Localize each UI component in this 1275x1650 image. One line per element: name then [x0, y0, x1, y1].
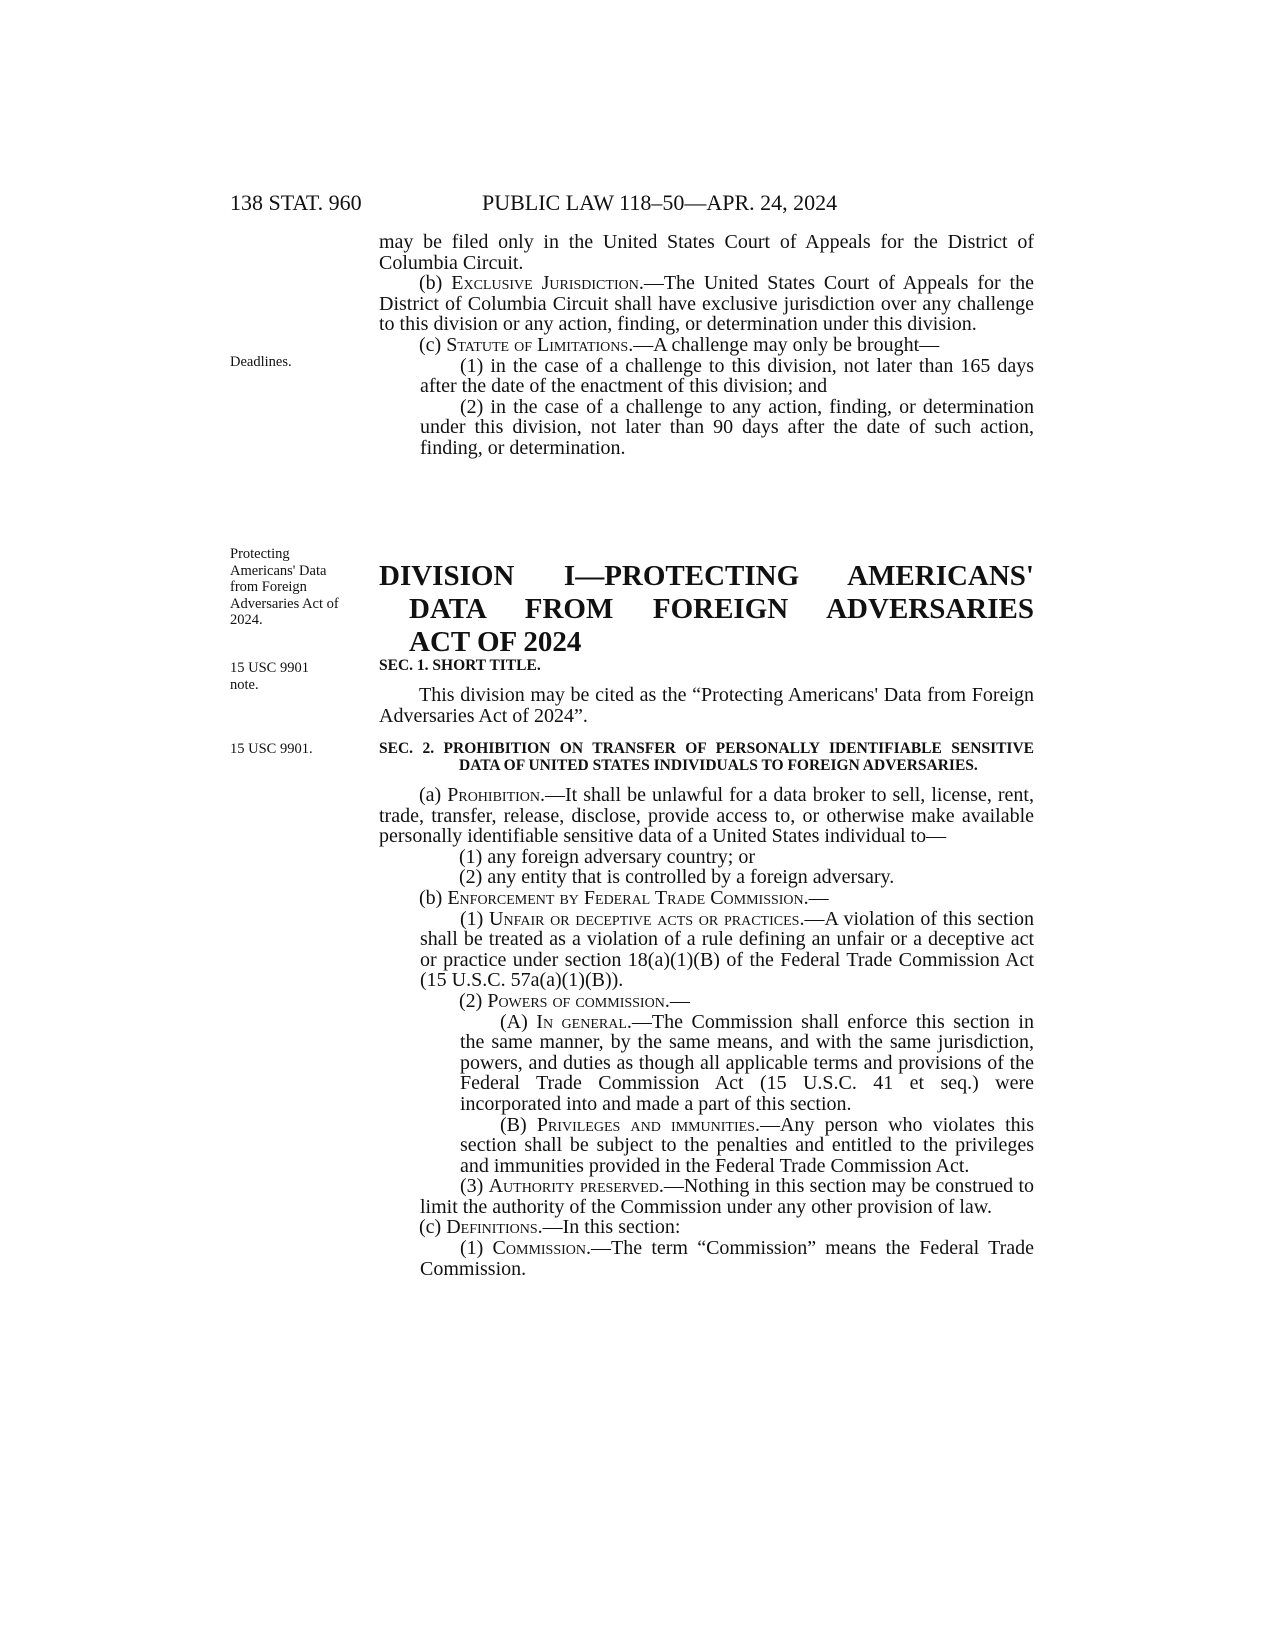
paragraph-text: .—	[664, 989, 690, 1012]
top-text-block	[379, 232, 1034, 459]
label: (c)	[419, 1216, 447, 1239]
division-heading-line-3: ACT OF 2024	[409, 626, 582, 658]
paragraph-text: .—A challenge may only be brought—	[628, 333, 940, 356]
margin-note-sec1-citation: 15 USC 9901 note.	[230, 660, 309, 693]
subsection-heading: Exclusive Jurisdiction	[451, 272, 639, 295]
section-1-text: This division may be cited as the “Protecting Americans' Data from Foreign Adversaries Act of 2024”.	[379, 684, 1034, 727]
paragraph-b2	[379, 991, 1034, 1012]
paragraph-b-enforcement	[379, 888, 1034, 909]
paragraph-text: .—Any person who violates this section shall be subject to the penalties and entitled to the privileges and immunities provided in the Federal Trade Commission Act.	[460, 1113, 1034, 1177]
label: (A)	[500, 1010, 537, 1033]
subsection-heading: Unfair or deceptive acts or practices	[489, 907, 800, 930]
paragraph-continued: may be filed only in the United States Court of Appeals for the District of Columbia Circuit.	[379, 231, 1034, 274]
paragraph-c1: (1) in the case of a challenge to this division, not later than 165 days after the date of the enactment of this division; and	[420, 354, 1034, 398]
label: (b)	[419, 886, 448, 909]
section-2	[379, 740, 1034, 1279]
subsection-heading: Statute of Limitations	[446, 333, 629, 356]
subsection-heading: Powers of commission	[487, 989, 665, 1012]
label: (b)	[419, 272, 452, 295]
paragraph-text: .—In this section:	[537, 1216, 681, 1239]
paragraph-c-definitions	[379, 1217, 1034, 1238]
subsection-heading: Definitions	[446, 1216, 538, 1239]
subsection-heading: Enforcement by Federal Trade Commission	[447, 886, 804, 909]
section-1-title: SEC. 1. SHORT TITLE.	[379, 657, 541, 674]
label: (3)	[460, 1175, 489, 1198]
paragraph-text: .—The United States Court of Appeals for the District of Columbia Circuit shall have exclusive jurisdiction over any challenge to this division or any action, finding, or determination under this division.	[379, 272, 1034, 336]
paragraph-c1-commission	[379, 1238, 1034, 1279]
paragraph-b1	[379, 909, 1034, 991]
section-1	[379, 657, 1034, 726]
paragraph-b-exclusive-jurisdiction	[379, 273, 1034, 335]
page-number-citation: 138 STAT. 960	[230, 190, 362, 215]
paragraph-text: .—It shall be unlawful for a data broker to sell, license, rent, trade, transfer, release, disclose, provide access to, or otherwise make available personally identifiable sensitive data of a United States individual to—	[379, 784, 1034, 848]
paragraph-b3	[379, 1176, 1034, 1217]
margin-note-short-title: Protecting Americans' Data from Foreign Adversaries Act of 2024.	[230, 546, 339, 628]
subsection-heading: Commission	[492, 1237, 587, 1260]
paragraph-c-statute-of-limitations	[379, 335, 1034, 356]
margin-note-deadlines: Deadlines.	[230, 354, 292, 370]
label: (B)	[500, 1113, 537, 1136]
paragraph-text: .—The term “Commission” means the Federal Trade Commission.	[420, 1237, 1034, 1280]
label: (c)	[419, 333, 447, 356]
label: (1)	[460, 1237, 493, 1260]
subsection-heading: Privileges and immunities	[536, 1113, 755, 1136]
paragraph-text: .—The Commission shall enforce this section in the same manner, by the same means, and with the same jurisdiction, powers, and duties as though all applicable terms and provisions of the Federal Trade Commission Act (15 U.S.C. 41 et seq.) were incorporated into and made a part of this section.	[460, 1010, 1034, 1115]
section-2-title: SEC. 2. PROHIBITION ON TRANSFER OF PERSONALLY IDENTIFIABLE SENSITIVE DATA OF UNITED STATES INDIVIDUALS TO FOREIGN ADVERSARIES.	[379, 740, 1034, 774]
subsection-heading: Prohibition	[447, 784, 541, 806]
running-header-title: PUBLIC LAW 118–50—APR. 24, 2024	[482, 190, 838, 215]
division-heading	[379, 560, 1034, 659]
subsection-heading: In general	[536, 1010, 627, 1033]
paragraph-b2A	[379, 1012, 1034, 1115]
paragraph-a1: (1) any foreign adversary country; or	[459, 845, 755, 868]
paragraph-c2: (2) in the case of a challenge to any action, finding, or determination under this division, not later than 90 days after the date of such action, finding, or determination.	[420, 395, 1034, 459]
margin-note-sec2-citation: 15 USC 9901.	[230, 741, 313, 757]
division-heading-line-1: DIVISION I—PROTECTING AMERICANS'	[379, 560, 1034, 592]
label: (2)	[459, 989, 488, 1012]
subsection-heading: Authority preserved	[488, 1175, 659, 1198]
paragraph-a2: (2) any entity that is controlled by a foreign adversary.	[459, 866, 895, 889]
paragraph-b2B	[379, 1115, 1034, 1177]
division-heading-line-2: DATA FROM FOREIGN ADVERSARIES	[409, 593, 1034, 625]
label: (a)	[419, 784, 448, 806]
paragraph-text: .—A violation of this section shall be treated as a violation of a rule defining an unfair or a deceptive act or practice under section 18(a)(1)(B) of the Federal Trade Commission Act (15 U.S.C. 57a(a)(1)(B)).	[420, 907, 1034, 992]
paragraph-a-prohibition	[379, 785, 1034, 847]
paragraph-text: .—	[803, 886, 829, 909]
label: (1)	[460, 907, 490, 930]
paragraph-text: .—Nothing in this section may be construed to limit the authority of the Commission under any other provision of law.	[420, 1175, 1034, 1218]
